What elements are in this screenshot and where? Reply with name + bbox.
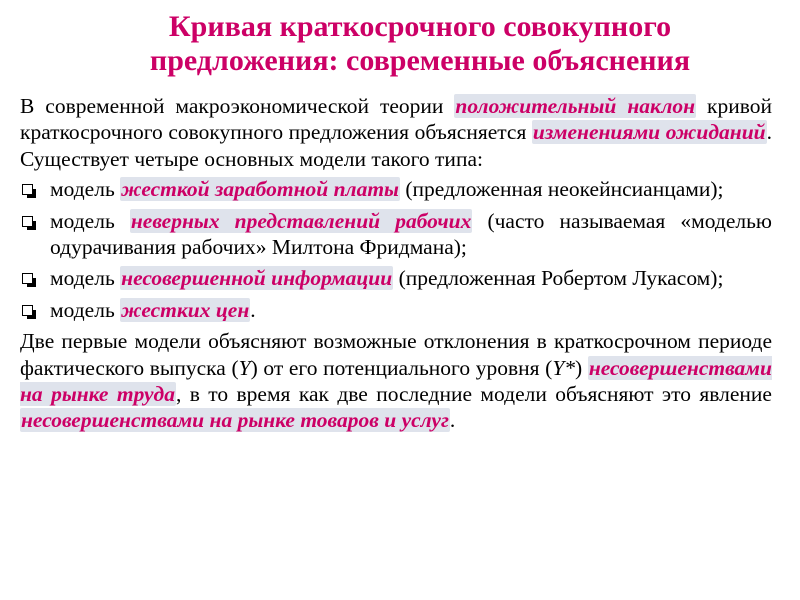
intro-highlight-expectations: изменениями ожиданий: [532, 120, 766, 145]
slide-title: [40, 10, 800, 78]
slide-title-line-2: предложения: современные объяснения: [149, 44, 691, 77]
conclusion-text-2: ) от его потенциального уровня (: [250, 355, 553, 380]
intro-paragraph: [20, 93, 772, 172]
conclusion-text-4: , в то время как две последние модели объясняют это явление: [175, 382, 772, 407]
list-item-highlight: жесткой заработной платы: [121, 177, 399, 202]
intro-text-3: . Существует четыре основных модели такого типа:: [20, 120, 772, 171]
list-item-suffix: (предложенная Робертом Лукасом);: [393, 266, 724, 291]
checkbox-square-icon: [22, 184, 33, 195]
checkbox-square-icon: [22, 273, 33, 284]
conclusion-paragraph: [20, 328, 772, 434]
list-item-prefix: модель: [50, 208, 130, 233]
intro-highlight-positive-slope: положительный наклон: [455, 94, 696, 118]
slide-body: [20, 93, 772, 438]
symbol-y-star: Y*: [552, 355, 576, 380]
conclusion-text-5: .: [449, 408, 456, 433]
intro-text-1: В современной макроэкономической теории: [20, 94, 455, 118]
list-item-worker-misperception: [20, 208, 772, 261]
checkbox-square-icon: [22, 305, 33, 316]
conclusion-highlight-labor-market: несовершенствами на рынке труда: [20, 355, 772, 407]
slide-title-line-1: Кривая краткосрочного совокупного: [168, 10, 672, 43]
list-item-highlight: несовершенной информации: [121, 266, 393, 291]
list-item-suffix: .: [250, 297, 256, 322]
list-item-highlight: неверных представлений рабочих: [130, 208, 472, 233]
list-item-suffix: (предложенная неокейнсианцами);: [399, 177, 724, 202]
conclusion-text-1: Две первые модели объясняют возможные отклонения в краткосрочном периоде фактического выпуска (: [20, 329, 772, 380]
symbol-y: Y: [238, 355, 251, 380]
list-item-sticky-prices: [20, 297, 772, 323]
list-item-rigid-wages: [20, 176, 772, 202]
conclusion-highlight-goods-market: несовершенствами на рынке товаров и услуг: [21, 408, 449, 433]
checkbox-square-icon: [22, 216, 33, 227]
list-item-highlight: жестких цен: [121, 297, 250, 322]
conclusion-text-3: ): [575, 355, 588, 380]
intro-text-2: кривой краткосрочного совокупного предложения объясняется: [20, 94, 772, 145]
list-item-imperfect-information: [20, 265, 772, 291]
list-item-suffix: (часто называемая «моделью одурачивания рабочих» Милтона Фридмана);: [50, 208, 772, 260]
models-list: [20, 176, 772, 323]
list-item-prefix: модель: [50, 177, 121, 202]
list-item-prefix: модель: [50, 297, 121, 322]
list-item-prefix: модель: [50, 266, 121, 291]
